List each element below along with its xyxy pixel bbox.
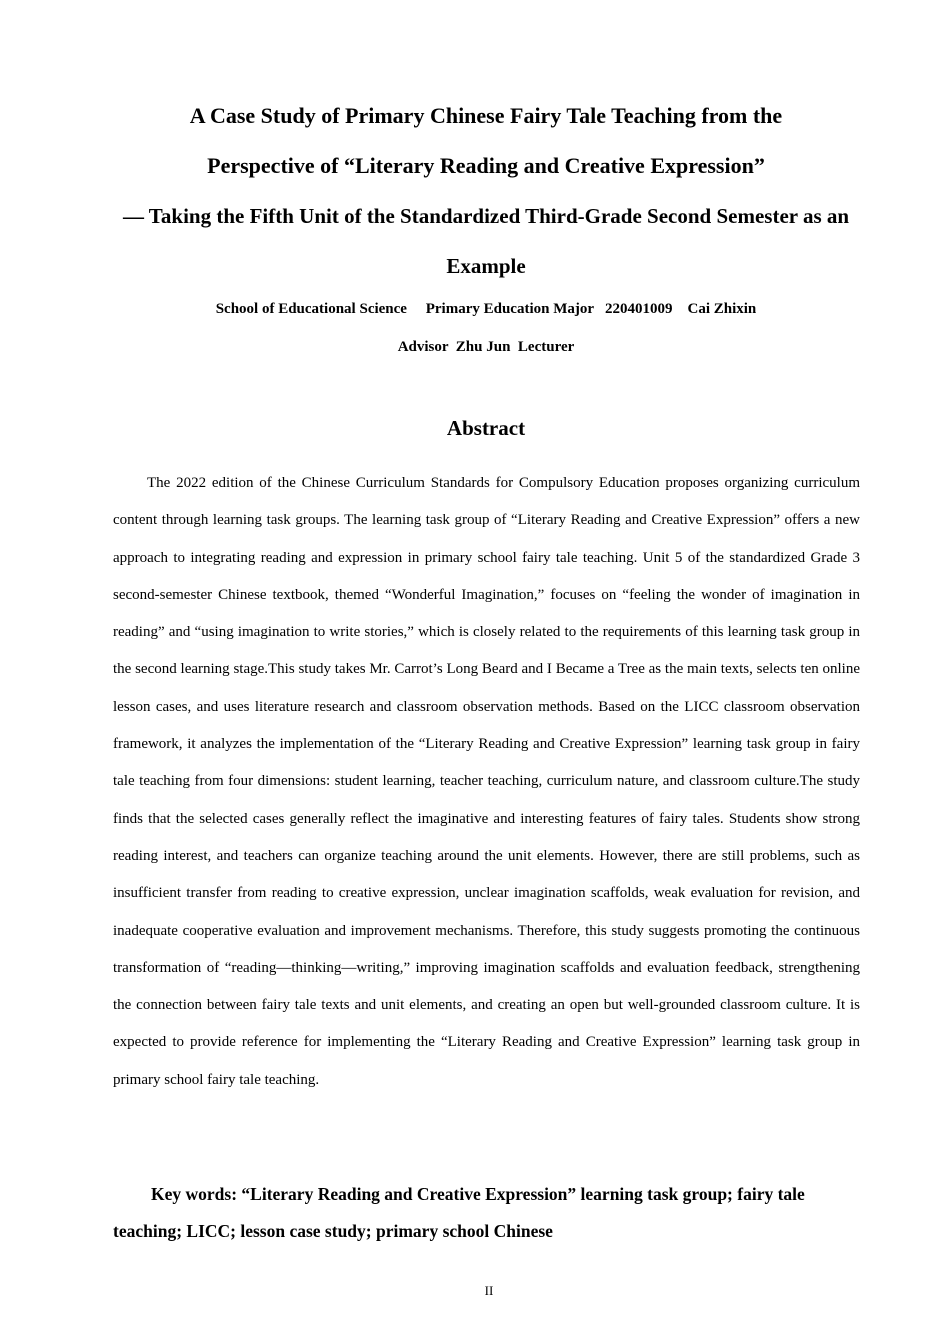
page-number: II bbox=[484, 1283, 494, 1298]
title-line-2: Perspective of “Literary Reading and Creative Expression” bbox=[207, 153, 765, 178]
author-info: School of Educational Science Primary Education Major 220401009 Cai Zhixin bbox=[215, 301, 757, 317]
subtitle-line-1: — Taking the Fifth Unit of the Standardized Third-Grade Second Semester as an bbox=[122, 204, 850, 228]
subtitle-line-2: Example bbox=[446, 254, 526, 278]
advisor-info: Advisor Zhu Jun Lecturer bbox=[397, 339, 575, 355]
keywords: Key words: “Literary Reading and Creative Expression” learning task group; fairy tale teaching; LICC; lesson case study; primary school Chinese bbox=[113, 1184, 805, 1241]
title-line-1: A Case Study of Primary Chinese Fairy Tale Teaching from the bbox=[189, 103, 783, 128]
abstract-heading: Abstract bbox=[446, 416, 526, 440]
abstract-body: The 2022 edition of the Chinese Curriculum Standards for Compulsory Education proposes organizing curriculum content through learning task groups. The learning task group of “Literary Reading and Creative Expression” offers a new approach to integrating reading and expression in primary school fairy tale teaching. Unit 5 of the standardized Grade 3 second-semester Chinese textbook, themed “Wonderful Imagination,” focuses on “feeling the wonder of imagination in reading” and “using imagination to write stories,” which is closely related to the requirements of this learning task group in the second learning stage.This study takes Mr. Carrot’s Long Beard and I Became a Tree as the main texts, selects ten online lesson cases, and uses literature research and classroom observation methods. Based on the LICC classroom observation framework, it analyzes the implementation of the “Literary Reading and Creative Expression” learning task group in fairy tale teaching from four dimensions: student learning, teacher teaching, curriculum nature, and classroom culture.The study finds that the selected cases generally reflect the imaginative and interesting features of fairy tales. Students show strong reading interest, and teachers can organize teaching around the unit elements. However, there are still problems, such as insufficient transfer from reading to creative expression, unclear imagination scaffolds, weak evaluation for revision, and inadequate cooperative evaluation and improvement mechanisms. Therefore, this study suggests promoting the continuous transformation of “reading—thinking—writing,” improving imagination scaffolds and evaluation feedback, strengthening the connection between fairy tale texts and unit elements, and creating an open but well-grounded classroom culture. It is expected to provide reference for implementing the “Literary Reading and Creative Expression” learning task group in primary school fairy tale teaching. bbox=[113, 475, 860, 1088]
